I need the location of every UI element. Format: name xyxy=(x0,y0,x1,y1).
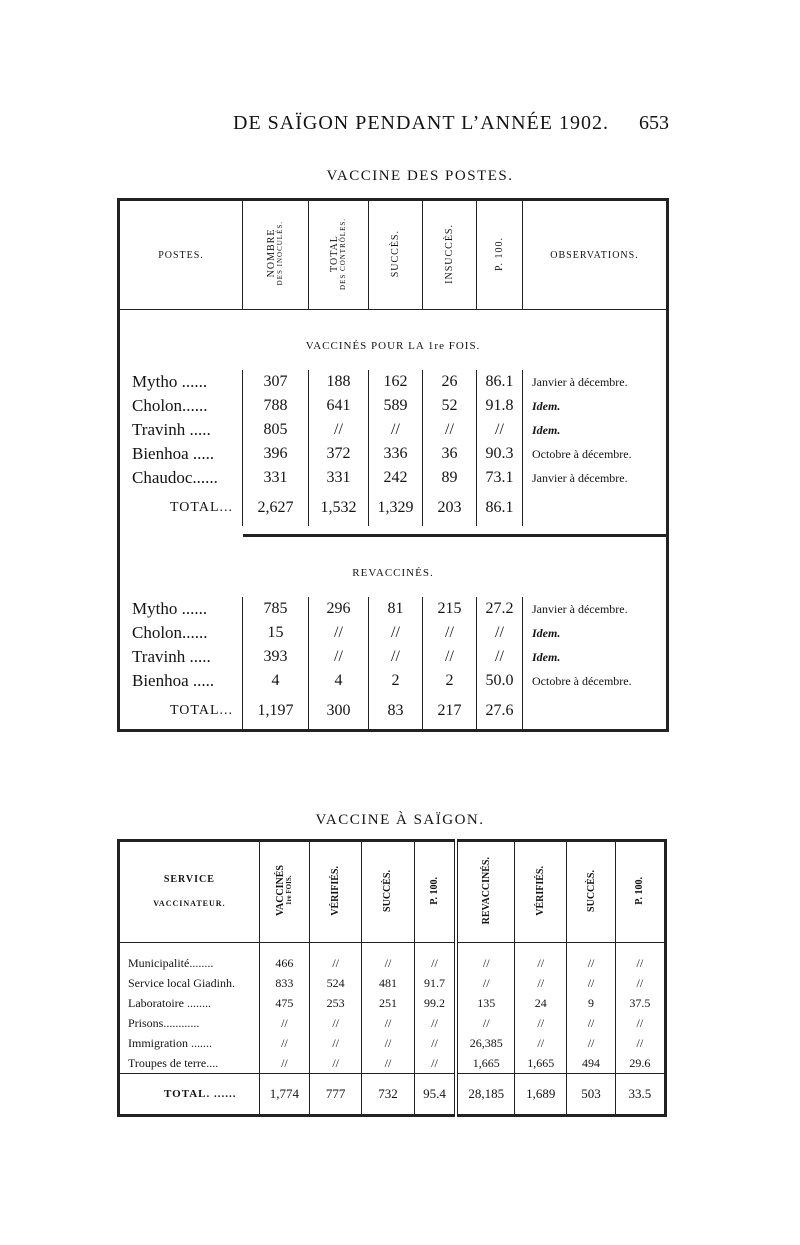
table-vaccine-a-saigon xyxy=(117,839,667,1117)
col-succes xyxy=(369,200,423,310)
p100-cell: // xyxy=(477,418,523,442)
succes-cell: 336 xyxy=(369,442,423,466)
insucces-cell: 2 xyxy=(423,669,477,693)
total-cell: 296 xyxy=(309,597,369,621)
vaccines-cell: 475 xyxy=(259,993,309,1013)
poste-cell: Cholon...... xyxy=(132,396,208,415)
p100-cell: // xyxy=(477,621,523,645)
p100-cell: 86.1 xyxy=(477,370,523,394)
total-p100-2: 33.5 xyxy=(615,1074,665,1116)
poste-cell: Mytho ...... xyxy=(132,372,208,391)
p100-2-cell: // xyxy=(615,1033,665,1053)
poste-cell: Bienhoa ..... xyxy=(132,444,215,463)
succes-cell: 242 xyxy=(369,466,423,490)
col-nombre-line2: DES INOCULÉS. xyxy=(276,221,285,286)
section-heading xyxy=(119,536,668,598)
total-verifies2: 1,689 xyxy=(515,1074,567,1116)
succes2-cell: 494 xyxy=(567,1053,615,1074)
total-cell: // xyxy=(309,418,369,442)
total-obs xyxy=(523,490,668,526)
col-observations: OBSERVATIONS. xyxy=(523,200,668,310)
succes-cell: 589 xyxy=(369,394,423,418)
table-row xyxy=(119,621,668,645)
poste-cell: Mytho ...... xyxy=(132,599,208,618)
col-total-line2: DES CONTRÔLES. xyxy=(339,217,348,290)
succes2-cell: 9 xyxy=(567,993,615,1013)
col-p100-1-label: P. 100. xyxy=(428,876,440,905)
col-verifies-2 xyxy=(515,841,567,943)
succes-cell: 2 xyxy=(369,669,423,693)
verifies2-cell: // xyxy=(515,1013,567,1033)
service-cell: Municipalité........ xyxy=(128,955,214,970)
verifies1-cell: // xyxy=(310,953,362,973)
col-postes: POSTES. xyxy=(119,200,243,310)
service-cell: Immigration ....... xyxy=(128,1035,212,1050)
p100-cell: 73.1 xyxy=(477,466,523,490)
nombre-cell: 393 xyxy=(243,645,309,669)
total-succes: 1,329 xyxy=(369,490,423,526)
observation-cell: Janvier à décembre. xyxy=(523,466,668,490)
p100-2-cell: // xyxy=(615,973,665,993)
p100-1-cell: 99.2 xyxy=(414,993,456,1013)
table-row xyxy=(119,669,668,693)
table-row xyxy=(119,442,668,466)
insucces-cell: 26 xyxy=(423,370,477,394)
p100-cell: 91.8 xyxy=(477,394,523,418)
p100-2-cell: 29.6 xyxy=(615,1053,665,1074)
total-cell: 4 xyxy=(309,669,369,693)
table-row xyxy=(119,1053,666,1074)
col-service-line1: SERVICE xyxy=(163,874,215,885)
col-p100-1 xyxy=(414,841,456,943)
total-label: TOTAL. ...... xyxy=(119,1074,260,1116)
col-succes-1 xyxy=(362,841,414,943)
revaccines-cell: // xyxy=(456,973,514,993)
divider-rule xyxy=(243,526,668,536)
succes2-cell: // xyxy=(567,973,615,993)
table-row xyxy=(119,418,668,442)
nombre-cell: 331 xyxy=(243,466,309,490)
col-service xyxy=(119,841,260,943)
col-nombre-line1: NOMBRE xyxy=(266,229,278,278)
p100-cell: 90.3 xyxy=(477,442,523,466)
observation-cell: Idem. xyxy=(523,418,668,442)
verifies2-cell: // xyxy=(515,953,567,973)
observation-cell: Octobre à décembre. xyxy=(523,669,668,693)
vaccines-cell: // xyxy=(259,1013,309,1033)
total-cell: 372 xyxy=(309,442,369,466)
total-obs xyxy=(523,693,668,731)
p100-1-cell: // xyxy=(414,1013,456,1033)
col-vaccines xyxy=(259,841,309,943)
p100-1-cell: // xyxy=(414,953,456,973)
succes-cell: 81 xyxy=(369,597,423,621)
verifies1-cell: // xyxy=(310,1033,362,1053)
succes-cell: // xyxy=(369,621,423,645)
total-label: TOTAL... xyxy=(170,500,234,515)
nombre-cell: 805 xyxy=(243,418,309,442)
col-verifies-2-label: VÉRIFIÉS. xyxy=(535,865,547,916)
spacer-row xyxy=(119,943,666,954)
col-succes-label: SUCCÈS. xyxy=(390,229,401,278)
revaccines-cell: 1,665 xyxy=(456,1053,514,1074)
verifies2-cell: // xyxy=(515,973,567,993)
insucces-cell: 52 xyxy=(423,394,477,418)
nombre-cell: 307 xyxy=(243,370,309,394)
total-nombre: 1,197 xyxy=(243,693,309,731)
table-vaccine-des-postes xyxy=(117,198,669,732)
revaccines-cell: // xyxy=(456,1013,514,1033)
col-vaccines-line1: VACCINÉS xyxy=(275,865,287,916)
col-revaccines-label: REVACCINÉS. xyxy=(480,856,492,925)
vaccines-cell: // xyxy=(259,1053,309,1074)
total-cell: 641 xyxy=(309,394,369,418)
verifies2-cell: 24 xyxy=(515,993,567,1013)
poste-cell: Chaudoc...... xyxy=(132,468,218,487)
col-p100-2 xyxy=(615,841,665,943)
total-cell: 331 xyxy=(309,466,369,490)
vaccines-cell: 833 xyxy=(259,973,309,993)
succes1-cell: 481 xyxy=(362,973,414,993)
vaccines-cell: 466 xyxy=(259,953,309,973)
col-nombre xyxy=(243,200,309,310)
nombre-cell: 788 xyxy=(243,394,309,418)
p100-1-cell: // xyxy=(414,1033,456,1053)
total-total: 300 xyxy=(309,693,369,731)
insucces-cell: 89 xyxy=(423,466,477,490)
col-p100-label: P. 100. xyxy=(494,236,505,271)
succes1-cell: // xyxy=(362,1033,414,1053)
total-p100: 86.1 xyxy=(477,490,523,526)
table-row xyxy=(119,1033,666,1053)
table-row xyxy=(119,394,668,418)
section-heading xyxy=(119,310,668,371)
total-succes: 83 xyxy=(369,693,423,731)
p100-cell: 27.2 xyxy=(477,597,523,621)
p100-2-cell: // xyxy=(615,1013,665,1033)
insucces-cell: // xyxy=(423,621,477,645)
total-insucces: 217 xyxy=(423,693,477,731)
insucces-cell: // xyxy=(423,645,477,669)
service-cell: Troupes de terre.... xyxy=(128,1055,219,1070)
table-row xyxy=(119,645,668,669)
nombre-cell: 15 xyxy=(243,621,309,645)
table-row xyxy=(119,953,666,973)
p100-1-cell: // xyxy=(414,1053,456,1074)
total-p100-1: 95.4 xyxy=(414,1074,456,1116)
col-verifies-1 xyxy=(310,841,362,943)
revaccines-cell: 135 xyxy=(456,993,514,1013)
running-title: DE SAÏGON PENDANT L’ANNÉE 1902. xyxy=(233,112,609,134)
nombre-cell: 396 xyxy=(243,442,309,466)
succes1-cell: // xyxy=(362,1013,414,1033)
verifies2-cell: 1,665 xyxy=(515,1053,567,1074)
col-revaccines xyxy=(456,841,514,943)
succes2-cell: // xyxy=(567,1013,615,1033)
verifies1-cell: // xyxy=(310,1053,362,1074)
table2-title: VACCINE À SAÏGON. xyxy=(315,812,485,828)
p100-1-cell: 91.7 xyxy=(414,973,456,993)
table-row xyxy=(119,993,666,1013)
succes-cell: // xyxy=(369,418,423,442)
total-succes1: 732 xyxy=(362,1074,414,1116)
table-row xyxy=(119,1013,666,1033)
section-divider xyxy=(119,526,668,536)
total-cell: // xyxy=(309,645,369,669)
col-total xyxy=(309,200,369,310)
service-cell: Laboratoire ........ xyxy=(128,995,211,1010)
poste-cell: Travinh ..... xyxy=(132,420,211,439)
total-nombre: 2,627 xyxy=(243,490,309,526)
verifies1-cell: 524 xyxy=(310,973,362,993)
col-service-line2: VACCINATEUR. xyxy=(153,899,226,908)
poste-cell: Bienhoa ..... xyxy=(132,671,215,690)
total-row xyxy=(119,490,668,526)
succes1-cell: 251 xyxy=(362,993,414,1013)
col-insucces-label: INSUCCÈS. xyxy=(444,223,455,284)
vaccines-cell: // xyxy=(259,1033,309,1053)
total-verifies1: 777 xyxy=(310,1074,362,1116)
running-head xyxy=(0,112,800,142)
col-succes-1-label: SUCCÈS. xyxy=(382,869,394,912)
verifies2-cell: // xyxy=(515,1033,567,1053)
poste-cell: Cholon...... xyxy=(132,623,208,642)
col-vaccines-line2: 1re FOIS. xyxy=(285,875,294,906)
total-insucces: 203 xyxy=(423,490,477,526)
col-verifies-1-label: VÉRIFIÉS. xyxy=(330,865,342,916)
col-total-line1: TOTAL xyxy=(329,235,341,272)
col-p100 xyxy=(477,200,523,310)
p100-2-cell: // xyxy=(615,953,665,973)
table2-header-row xyxy=(119,841,666,943)
revaccines-cell: // xyxy=(456,953,514,973)
succes1-cell: // xyxy=(362,1053,414,1074)
total-total: 1,532 xyxy=(309,490,369,526)
service-cell: Service local Giadinh. xyxy=(128,975,235,990)
table1-title: VACCINE DES POSTES. xyxy=(326,168,514,184)
insucces-cell: 36 xyxy=(423,442,477,466)
succes2-cell: // xyxy=(567,1033,615,1053)
col-succes-2 xyxy=(567,841,615,943)
succes-cell: 162 xyxy=(369,370,423,394)
observation-cell: Idem. xyxy=(523,394,668,418)
table-row xyxy=(119,973,666,993)
revaccines-cell: 26,385 xyxy=(456,1033,514,1053)
p100-cell: // xyxy=(477,645,523,669)
nombre-cell: 4 xyxy=(243,669,309,693)
table-row xyxy=(119,466,668,490)
table-row xyxy=(119,597,668,621)
observation-cell: Idem. xyxy=(523,621,668,645)
total-row xyxy=(119,1074,666,1116)
succes-cell: // xyxy=(369,645,423,669)
section2-title: REVACCINÉS. xyxy=(352,567,434,579)
insucces-cell: // xyxy=(423,418,477,442)
total-vaccines: 1,774 xyxy=(259,1074,309,1116)
col-insucces xyxy=(423,200,477,310)
insucces-cell: 215 xyxy=(423,597,477,621)
total-label: TOTAL... xyxy=(170,703,234,718)
total-row xyxy=(119,693,668,731)
col-p100-2-label: P. 100. xyxy=(634,876,646,905)
section1-title: VACCINÉS POUR LA 1re FOIS. xyxy=(305,340,481,352)
observation-cell: Janvier à décembre. xyxy=(523,597,668,621)
verifies1-cell: // xyxy=(310,1013,362,1033)
observation-cell: Janvier à décembre. xyxy=(523,370,668,394)
observation-cell: Octobre à décembre. xyxy=(523,442,668,466)
observation-cell: Idem. xyxy=(523,645,668,669)
total-cell: 188 xyxy=(309,370,369,394)
succes1-cell: // xyxy=(362,953,414,973)
verifies1-cell: 253 xyxy=(310,993,362,1013)
service-cell: Prisons............ xyxy=(128,1015,200,1030)
p100-cell: 50.0 xyxy=(477,669,523,693)
p100-2-cell: 37.5 xyxy=(615,993,665,1013)
table1-header-row xyxy=(119,200,668,310)
nombre-cell: 785 xyxy=(243,597,309,621)
succes2-cell: // xyxy=(567,953,615,973)
poste-cell: Travinh ..... xyxy=(132,647,211,666)
col-succes-2-label: SUCCÈS. xyxy=(585,869,597,912)
total-revaccines: 28,185 xyxy=(456,1074,514,1116)
total-cell: // xyxy=(309,621,369,645)
total-succes2: 503 xyxy=(567,1074,615,1116)
page-number: 653 xyxy=(639,112,669,134)
total-p100: 27.6 xyxy=(477,693,523,731)
table-row xyxy=(119,370,668,394)
